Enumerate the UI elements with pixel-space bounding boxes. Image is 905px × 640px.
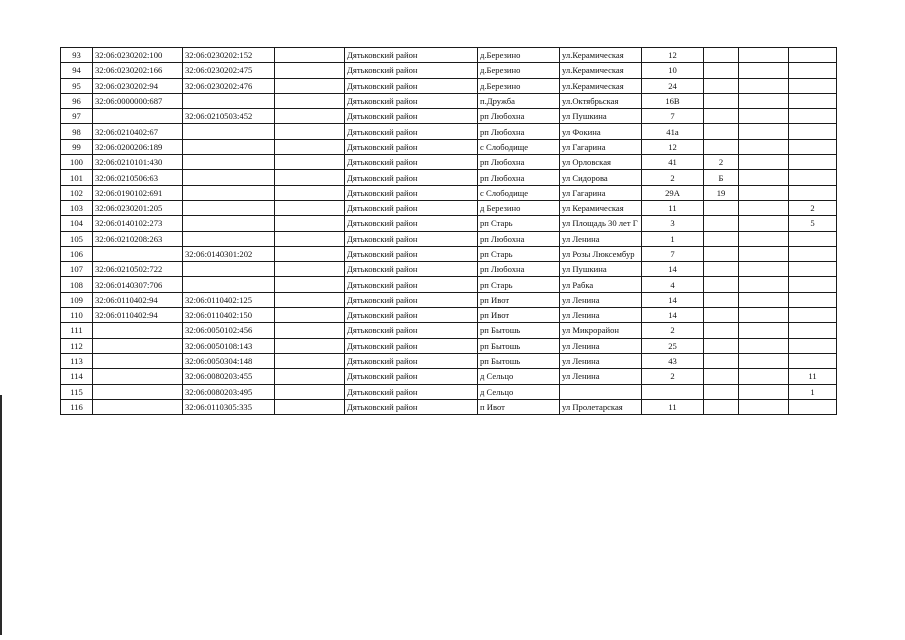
scan-left-edge [0,395,2,635]
flat-cell [704,262,739,277]
room-cell [739,308,789,323]
room-cell [739,109,789,124]
room-cell [739,338,789,353]
room-cell [739,246,789,261]
extra-cell: 11 [789,369,837,384]
locality-cell: рп Любохна [478,124,560,139]
cadastral-number-1 [93,109,183,124]
row-number: 105 [61,231,93,246]
street-cell: ул Розы Люксембур [560,246,642,261]
cadastral-number-1: 32:06:0210402:67 [93,124,183,139]
room-cell [739,369,789,384]
table-row [61,155,837,170]
house-number-cell: 14 [642,292,704,307]
cadastral-number-2: 32:06:0080203:455 [183,369,275,384]
room-cell [739,93,789,108]
empty-cell [275,262,345,277]
cadastral-number-1: 32:06:0200206:189 [93,139,183,154]
cadastral-number-2: 32:06:0050108:143 [183,338,275,353]
room-cell [739,124,789,139]
row-number: 99 [61,139,93,154]
house-number-cell: 2 [642,369,704,384]
table-row [61,139,837,154]
row-number: 94 [61,63,93,78]
flat-cell [704,93,739,108]
cadastral-number-2 [183,93,275,108]
street-cell: ул Ленина [560,308,642,323]
extra-cell [789,78,837,93]
district-cell: Дятьковский район [345,353,478,368]
street-cell: ул Ленина [560,353,642,368]
flat-cell [704,246,739,261]
row-number: 106 [61,246,93,261]
locality-cell: рп Старь [478,246,560,261]
table-row [61,170,837,185]
district-cell: Дятьковский район [345,139,478,154]
district-cell: Дятьковский район [345,231,478,246]
district-cell: Дятьковский район [345,292,478,307]
district-cell: Дятьковский район [345,155,478,170]
flat-cell [704,63,739,78]
cadastral-number-1: 32:06:0210506:63 [93,170,183,185]
flat-cell [704,338,739,353]
extra-cell [789,124,837,139]
empty-cell [275,48,345,63]
empty-cell [275,63,345,78]
locality-cell: рп Любохна [478,155,560,170]
flat-cell [704,216,739,231]
table-row [61,93,837,108]
street-cell: ул Ленина [560,231,642,246]
table-row [61,185,837,200]
street-cell: ул Ленина [560,338,642,353]
extra-cell [789,109,837,124]
locality-cell: д Березино [478,200,560,215]
extra-cell [789,155,837,170]
extra-cell: 5 [789,216,837,231]
locality-cell: с Слободище [478,139,560,154]
extra-cell [789,185,837,200]
room-cell [739,277,789,292]
extra-cell [789,63,837,78]
room-cell [739,139,789,154]
row-number: 107 [61,262,93,277]
room-cell [739,353,789,368]
row-number: 113 [61,353,93,368]
district-cell: Дятьковский район [345,277,478,292]
table-row [61,338,837,353]
row-number: 93 [61,48,93,63]
cadastral-number-1: 32:06:0140307:706 [93,277,183,292]
flat-cell [704,308,739,323]
extra-cell: 2 [789,200,837,215]
empty-cell [275,109,345,124]
table-row [61,231,837,246]
street-cell: ул Микрорайон [560,323,642,338]
flat-cell: 19 [704,185,739,200]
street-cell: ул Ленина [560,369,642,384]
row-number: 95 [61,78,93,93]
house-number-cell: 7 [642,109,704,124]
cadastral-number-1: 32:06:0210502:722 [93,262,183,277]
room-cell [739,48,789,63]
extra-cell: 1 [789,384,837,399]
table-row [61,292,837,307]
table-row [61,63,837,78]
flat-cell [704,48,739,63]
house-number-cell [642,384,704,399]
empty-cell [275,139,345,154]
flat-cell [704,399,739,414]
house-number-cell: 41а [642,124,704,139]
street-cell: ул Ленина [560,292,642,307]
cadastral-number-2: 32:06:0210503:452 [183,109,275,124]
table-row [61,384,837,399]
room-cell [739,155,789,170]
row-number: 112 [61,338,93,353]
cadastral-number-2 [183,139,275,154]
cadastral-number-2: 32:06:0110305:335 [183,399,275,414]
flat-cell [704,277,739,292]
cadastral-number-2 [183,231,275,246]
empty-cell [275,323,345,338]
cadastral-number-2: 32:06:0230202:475 [183,63,275,78]
house-number-cell: 41 [642,155,704,170]
street-cell: ул Орловская [560,155,642,170]
empty-cell [275,384,345,399]
room-cell [739,262,789,277]
row-number: 102 [61,185,93,200]
room-cell [739,78,789,93]
locality-cell: д.Березино [478,78,560,93]
locality-cell: д Сельцо [478,384,560,399]
row-number: 114 [61,369,93,384]
cadastral-number-2 [183,200,275,215]
street-cell: ул Рабка [560,277,642,292]
flat-cell [704,353,739,368]
row-number: 108 [61,277,93,292]
cadastral-number-2: 32:06:0050102:456 [183,323,275,338]
district-cell: Дятьковский район [345,93,478,108]
house-number-cell: 3 [642,216,704,231]
table-row [61,353,837,368]
cadastral-number-2 [183,155,275,170]
house-number-cell: 12 [642,48,704,63]
locality-cell: рп Ивот [478,308,560,323]
house-number-cell: 14 [642,262,704,277]
room-cell [739,384,789,399]
house-number-cell: 2 [642,170,704,185]
row-number: 116 [61,399,93,414]
empty-cell [275,308,345,323]
table-row [61,124,837,139]
row-number: 96 [61,93,93,108]
cadastral-number-2 [183,216,275,231]
street-cell: ул Керамическая [560,200,642,215]
row-number: 115 [61,384,93,399]
table-row [61,399,837,414]
locality-cell: д.Березино [478,48,560,63]
row-number: 110 [61,308,93,323]
street-cell: ул Пушкина [560,262,642,277]
empty-cell [275,353,345,368]
empty-cell [275,369,345,384]
row-number: 97 [61,109,93,124]
street-cell: ул Фокина [560,124,642,139]
row-number: 111 [61,323,93,338]
extra-cell [789,262,837,277]
room-cell [739,216,789,231]
locality-cell: рп Любохна [478,170,560,185]
row-number: 101 [61,170,93,185]
empty-cell [275,292,345,307]
empty-cell [275,338,345,353]
empty-cell [275,216,345,231]
table-row [61,246,837,261]
street-cell: ул Гагарина [560,139,642,154]
house-number-cell: 24 [642,78,704,93]
flat-cell [704,78,739,93]
row-number: 109 [61,292,93,307]
extra-cell [789,170,837,185]
empty-cell [275,170,345,185]
cadastral-number-2: 32:06:0140301:202 [183,246,275,261]
empty-cell [275,231,345,246]
flat-cell: 2 [704,155,739,170]
empty-cell [275,155,345,170]
cadastral-number-1: 32:06:0140102:273 [93,216,183,231]
extra-cell [789,277,837,292]
table-row [61,308,837,323]
district-cell: Дятьковский район [345,399,478,414]
flat-cell [704,323,739,338]
locality-cell: рп Любохна [478,262,560,277]
locality-cell: п Ивот [478,399,560,414]
extra-cell [789,323,837,338]
cadastral-number-1 [93,353,183,368]
empty-cell [275,185,345,200]
district-cell: Дятьковский район [345,384,478,399]
table-row [61,262,837,277]
district-cell: Дятьковский район [345,48,478,63]
street-cell: ул Площадь 30 лет Г [560,216,642,231]
locality-cell: д.Березино [478,63,560,78]
street-cell: ул Пролетарская [560,399,642,414]
cadastral-number-1: 32:06:0230202:94 [93,78,183,93]
cadastral-number-1: 32:06:0230201:205 [93,200,183,215]
street-cell: ул.Керамическая [560,48,642,63]
flat-cell [704,124,739,139]
district-cell: Дятьковский район [345,109,478,124]
table-row [61,48,837,63]
house-number-cell: 29А [642,185,704,200]
street-cell [560,384,642,399]
room-cell [739,63,789,78]
house-number-cell: 2 [642,323,704,338]
locality-cell: д Сельцо [478,369,560,384]
house-number-cell: 14 [642,308,704,323]
house-number-cell: 16В [642,93,704,108]
extra-cell [789,353,837,368]
empty-cell [275,200,345,215]
flat-cell [704,292,739,307]
locality-cell: рп Любохна [478,231,560,246]
table-row [61,369,837,384]
street-cell: ул Сидорова [560,170,642,185]
street-cell: ул.Керамическая [560,63,642,78]
street-cell: ул.Керамическая [560,78,642,93]
row-number: 104 [61,216,93,231]
row-number: 98 [61,124,93,139]
cadastral-number-1: 32:06:0110402:94 [93,308,183,323]
row-number: 103 [61,200,93,215]
street-cell: ул.Октябрьская [560,93,642,108]
row-number: 100 [61,155,93,170]
district-cell: Дятьковский район [345,262,478,277]
cadastral-number-1: 32:06:0190102:691 [93,185,183,200]
house-number-cell: 7 [642,246,704,261]
empty-cell [275,277,345,292]
extra-cell [789,399,837,414]
table-row [61,277,837,292]
locality-cell: с Слободище [478,185,560,200]
extra-cell [789,308,837,323]
empty-cell [275,399,345,414]
flat-cell [704,139,739,154]
room-cell [739,292,789,307]
empty-cell [275,78,345,93]
cadastral-number-1: 32:06:0210101:430 [93,155,183,170]
district-cell: Дятьковский район [345,246,478,261]
room-cell [739,399,789,414]
table-row [61,109,837,124]
district-cell: Дятьковский район [345,124,478,139]
table-row [61,200,837,215]
street-cell: ул Гагарина [560,185,642,200]
cadastral-number-1: 32:06:0230202:100 [93,48,183,63]
cadastral-number-2 [183,124,275,139]
district-cell: Дятьковский район [345,170,478,185]
house-number-cell: 1 [642,231,704,246]
district-cell: Дятьковский район [345,185,478,200]
table-row [61,216,837,231]
house-number-cell: 43 [642,353,704,368]
table-row [61,78,837,93]
extra-cell [789,231,837,246]
locality-cell: рп Любохна [478,109,560,124]
district-cell: Дятьковский район [345,308,478,323]
table-body [61,48,837,415]
room-cell [739,185,789,200]
empty-cell [275,93,345,108]
district-cell: Дятьковский район [345,78,478,93]
locality-cell: рп Старь [478,277,560,292]
cadastral-number-1 [93,323,183,338]
cadastral-number-2: 32:06:0110402:125 [183,292,275,307]
locality-cell: рп Старь [478,216,560,231]
cadastral-number-2: 32:06:0230202:152 [183,48,275,63]
cadastral-number-2: 32:06:0050304:148 [183,353,275,368]
cadastral-number-1 [93,246,183,261]
house-number-cell: 11 [642,399,704,414]
locality-cell: рп Бытошь [478,353,560,368]
flat-cell: Б [704,170,739,185]
house-number-cell: 4 [642,277,704,292]
extra-cell [789,246,837,261]
district-cell: Дятьковский район [345,216,478,231]
cadastral-number-1: 32:06:0210208:263 [93,231,183,246]
locality-cell: рп Бытошь [478,323,560,338]
empty-cell [275,246,345,261]
extra-cell [789,292,837,307]
house-number-cell: 10 [642,63,704,78]
cadastral-number-1 [93,338,183,353]
cadastral-number-2 [183,277,275,292]
empty-cell [275,124,345,139]
district-cell: Дятьковский район [345,369,478,384]
table-row [61,323,837,338]
flat-cell [704,231,739,246]
room-cell [739,231,789,246]
cadastral-number-1: 32:06:0000000:687 [93,93,183,108]
cadastral-number-2: 32:06:0080203:495 [183,384,275,399]
locality-cell: рп Бытошь [478,338,560,353]
district-cell: Дятьковский район [345,338,478,353]
cadastral-number-2 [183,262,275,277]
extra-cell [789,48,837,63]
district-cell: Дятьковский район [345,200,478,215]
cadastral-number-1 [93,369,183,384]
extra-cell [789,93,837,108]
registry-table [60,47,837,415]
cadastral-number-1 [93,384,183,399]
flat-cell [704,109,739,124]
extra-cell [789,139,837,154]
locality-cell: п.Дружба [478,93,560,108]
flat-cell [704,384,739,399]
flat-cell [704,200,739,215]
room-cell [739,200,789,215]
flat-cell [704,369,739,384]
street-cell: ул Пушкина [560,109,642,124]
cadastral-number-2: 32:06:0110402:150 [183,308,275,323]
house-number-cell: 12 [642,139,704,154]
cadastral-number-1 [93,399,183,414]
extra-cell [789,338,837,353]
cadastral-number-2: 32:06:0230202:476 [183,78,275,93]
cadastral-number-2 [183,185,275,200]
cadastral-number-2 [183,170,275,185]
district-cell: Дятьковский район [345,323,478,338]
locality-cell: рп Ивот [478,292,560,307]
cadastral-number-1: 32:06:0110402:94 [93,292,183,307]
room-cell [739,170,789,185]
district-cell: Дятьковский район [345,63,478,78]
cadastral-number-1: 32:06:0230202:166 [93,63,183,78]
room-cell [739,323,789,338]
house-number-cell: 25 [642,338,704,353]
house-number-cell: 11 [642,200,704,215]
